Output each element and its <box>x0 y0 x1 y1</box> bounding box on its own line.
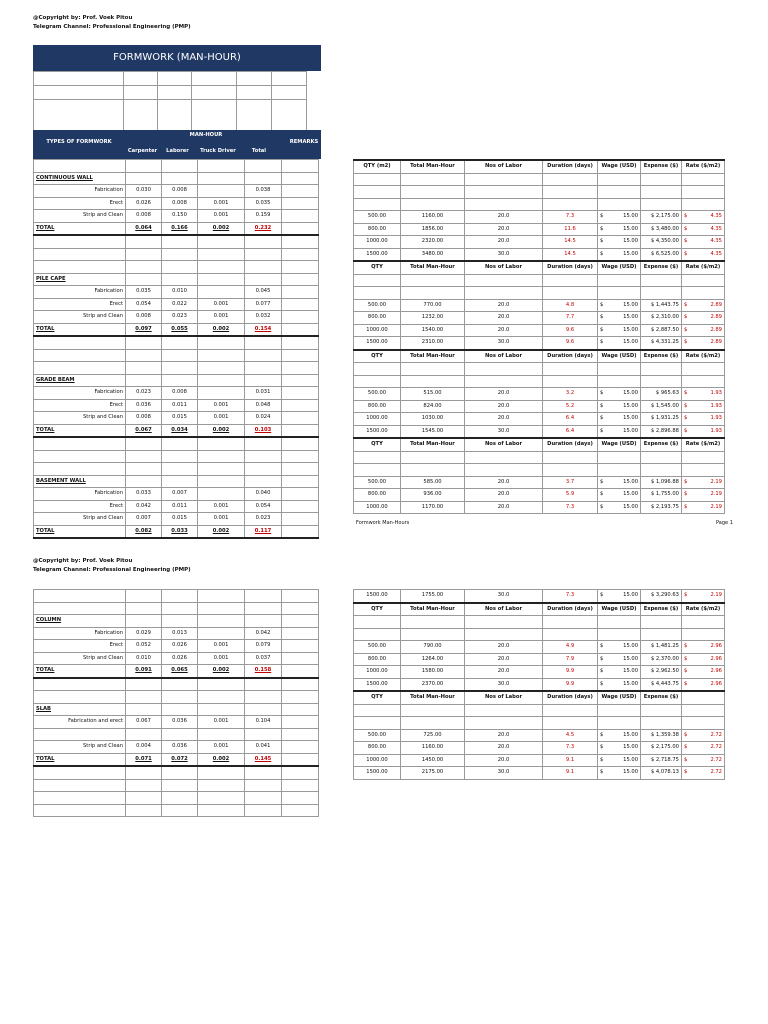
rate-currency: $ <box>684 225 688 232</box>
wage-value: 15.00 <box>623 680 638 687</box>
duration-value: 7.3 <box>565 213 575 220</box>
table-row: Strip and Clean 0.008 0.023 0.001 0.032 <box>34 311 319 324</box>
expense-value: $ 6,525.00 <box>650 250 679 257</box>
total-row: TOTAL 0.097 0.055 0.002 0.154 <box>34 323 319 336</box>
qty-value: 800.00 <box>367 744 387 751</box>
rate-currency: $ <box>684 643 688 650</box>
labor-value: 20.0 <box>497 731 510 738</box>
section-name: GRADE BEAM <box>34 374 126 387</box>
expense-value: $ 2,887.50 <box>650 326 679 333</box>
manhour-value: 1264.00 <box>421 655 444 662</box>
labor-value: 20.0 <box>497 491 510 498</box>
labor-value: 20.0 <box>497 238 510 245</box>
rate-currency: $ <box>684 326 688 333</box>
rate-currency: $ <box>684 503 688 510</box>
wage-value: 15.00 <box>623 478 638 485</box>
section-name: BASEMENT WALL <box>34 475 126 488</box>
rate-currency: $ <box>684 301 688 308</box>
qty-value: 500.00 <box>367 213 387 220</box>
rate-value: 2.19 <box>710 503 722 510</box>
section-name: PILE CAPE <box>34 273 126 286</box>
manhour-value: 1170.00 <box>421 503 444 510</box>
rate-currency: $ <box>684 731 688 738</box>
manhour-value: 585.00 <box>423 478 442 485</box>
table-row: Fabrication 0.033 0.007 0.040 <box>34 488 319 501</box>
table-row: Erect 0.036 0.011 0.001 0.048 <box>34 399 319 412</box>
manhour-value: 824.00 <box>423 402 442 409</box>
wage-value: 15.00 <box>623 427 638 434</box>
rate-currency: $ <box>684 314 688 321</box>
page-title: FORMWORK (MAN-HOUR) <box>33 45 321 71</box>
qty-value: 500.00 <box>367 731 387 738</box>
manhour-value: 1160.00 <box>421 213 444 220</box>
rate-value: 2.19 <box>710 478 722 485</box>
rate-value: 2.96 <box>710 643 722 650</box>
rate-value: 2.89 <box>710 326 722 333</box>
rate-value: 2.19 <box>710 592 722 599</box>
duration-value: 9.6 <box>565 339 575 346</box>
cost-row <box>354 729 725 742</box>
wage-value: 15.00 <box>623 655 638 662</box>
wage-currency: $ <box>600 326 604 333</box>
rate-value: 4.35 <box>710 225 722 232</box>
manhour-value: 2370.00 <box>421 680 444 687</box>
rate-currency: $ <box>684 427 688 434</box>
rate-value: 4.35 <box>710 213 722 220</box>
wage-value: 15.00 <box>623 339 638 346</box>
channel-text: Telegram Channel: Professional Engineering (PMP) <box>33 567 191 573</box>
duration-value: 7.3 <box>565 592 575 599</box>
labor-value: 20.0 <box>497 756 510 763</box>
wage-value: 15.00 <box>623 250 638 257</box>
rate-currency: $ <box>684 769 688 776</box>
wage-currency: $ <box>600 213 604 220</box>
wage-currency: $ <box>600 668 604 675</box>
rate-currency: $ <box>684 491 688 498</box>
rate-value: 2.96 <box>710 668 722 675</box>
cost-row <box>354 236 725 249</box>
labor-value: 20.0 <box>497 655 510 662</box>
manhour-value: 1545.00 <box>421 427 444 434</box>
cost-row <box>354 324 725 337</box>
labor-value: 30.0 <box>497 592 510 599</box>
cost-row <box>354 476 725 489</box>
expense-value: $ 1,755.00 <box>650 491 679 498</box>
wage-currency: $ <box>600 643 604 650</box>
wage-value: 15.00 <box>623 592 638 599</box>
qty-value: 1500.00 <box>366 592 388 599</box>
rate-currency: $ <box>684 668 688 675</box>
expense-value: $ 2,718.75 <box>650 756 679 763</box>
cost-row <box>354 413 725 426</box>
rate-value: 2.72 <box>710 731 722 738</box>
cost-row <box>354 248 725 261</box>
rate-currency: $ <box>684 680 688 687</box>
duration-value: 6.4 <box>565 427 575 434</box>
labor-value: 20.0 <box>497 402 510 409</box>
wage-value: 15.00 <box>623 402 638 409</box>
table-row: Erect 0.052 0.026 0.001 0.079 <box>34 640 319 653</box>
labor-value: 20.0 <box>497 478 510 485</box>
rate-value: 2.96 <box>710 655 722 662</box>
table-row: Strip and Clean 0.010 0.026 0.001 0.037 <box>34 652 319 665</box>
cost-row <box>354 666 725 679</box>
total-row: TOTAL 0.082 0.033 0.002 0.117 <box>34 525 319 538</box>
manhour-value: 936.00 <box>423 491 442 498</box>
wage-value: 15.00 <box>623 731 638 738</box>
rate-currency: $ <box>684 390 688 397</box>
wage-currency: $ <box>600 250 604 257</box>
expense-value: $ 2,962.50 <box>650 668 679 675</box>
labor-value: 30.0 <box>497 250 510 257</box>
labor-value: 20.0 <box>497 668 510 675</box>
rate-value: 2.89 <box>710 314 722 321</box>
qty-value: 800.00 <box>367 491 387 498</box>
expense-value: $ 2,175.00 <box>650 744 679 751</box>
cost-row <box>354 400 725 413</box>
qty-value: 500.00 <box>367 301 387 308</box>
table-row: Fabrication and erect 0.067 0.036 0.001 0.104 <box>34 716 319 729</box>
manhour-value: 3480.00 <box>421 250 444 257</box>
cost-row <box>354 641 725 654</box>
table-row: Strip and Clean 0.004 0.036 0.001 0.041 <box>34 741 319 754</box>
section-name: COLUMN <box>34 615 126 628</box>
rate-value: 1.93 <box>710 402 722 409</box>
wage-value: 15.00 <box>623 314 638 321</box>
wage-currency: $ <box>600 314 604 321</box>
qty-value: 800.00 <box>367 225 387 232</box>
duration-value: 3.2 <box>565 390 575 397</box>
wage-currency: $ <box>600 769 604 776</box>
carpenter-header: Carpenter <box>127 148 158 154</box>
copyright-text: @Copyright by: Prof. Voek Pitou <box>33 558 133 564</box>
manhour-value: 1580.00 <box>421 668 444 675</box>
expense-value: $ 2,370.00 <box>650 655 679 662</box>
table-row: Strip and Clean 0.008 0.015 0.001 0.024 <box>34 412 319 425</box>
manhour-value: 790.00 <box>423 643 442 650</box>
duration-value: 7.7 <box>565 314 575 321</box>
qty-value: 1000.00 <box>366 668 388 675</box>
table-row: Fabrication 0.030 0.008 0.038 <box>34 185 319 198</box>
table-row: Fabrication 0.023 0.008 0.031 <box>34 387 319 400</box>
labor-value: 20.0 <box>497 225 510 232</box>
rate-currency: $ <box>684 478 688 485</box>
labor-value: 20.0 <box>497 643 510 650</box>
qty-value: 1500.00 <box>366 427 388 434</box>
rate-currency: $ <box>684 238 688 245</box>
qty-value: 1500.00 <box>366 680 388 687</box>
wage-value: 15.00 <box>623 326 638 333</box>
manhour-value: 770.00 <box>423 301 442 308</box>
qty-value: 800.00 <box>367 314 387 321</box>
remarks-header: REMARKS <box>289 139 319 145</box>
manhour-header: MAN-HOUR <box>189 132 223 138</box>
expense-value: $ 4,078.13 <box>650 769 679 776</box>
wage-value: 15.00 <box>623 390 638 397</box>
wage-currency: $ <box>600 503 604 510</box>
cost-row <box>354 223 725 236</box>
cost-row <box>354 211 725 224</box>
wage-currency: $ <box>600 427 604 434</box>
table-row: Erect 0.054 0.022 0.001 0.077 <box>34 298 319 311</box>
rate-value: 2.72 <box>710 744 722 751</box>
rate-currency: $ <box>684 744 688 751</box>
table-row: Erect 0.026 0.008 0.001 0.035 <box>34 197 319 210</box>
duration-value: 4.8 <box>565 301 575 308</box>
rate-value: 2.89 <box>710 301 722 308</box>
labor-value: 20.0 <box>497 744 510 751</box>
labor-value: 20.0 <box>497 213 510 220</box>
qty-value: 500.00 <box>367 390 387 397</box>
wage-currency: $ <box>600 238 604 245</box>
copyright-text: @Copyright by: Prof. Voek Pitou <box>33 15 133 21</box>
cost-table-1: QTY (m2) Total Man-Hour Nos of Labor Duration (days) Wage (USD) Expense ($) Rate ($/m2) 500.00 1160.00 20.0 7.3 $ 15.00 $ 2,175.00 $ 4.35 800.00 1856.00 20.0 11.6 $ 15.00 $ 3,480.00 $ 4.35 1000.00 2320.00 20.0 14.5 $ 15.00 $ 4,350.00 $ 4.35 1500.00 3480.00 30.0 14.5 $ 15.00 $ 6,525.00 $ 4.35 QTY Total Man-Hour Nos of Labor Duration (days) Wage (USD) Expense ($) Rate ($/m2) 500.00 770.00 20.0 4.8 $ 15.00 $ 1,443.75 $ 2.89 800.00 1232.00 20.0 7.7 $ 15.00 $ 2,310.00 $ 2.89 1000.00 1540.00 20.0 9.6 $ 15.00 $ 2,887.50 $ 2.89 1500.00 2310.00 30.0 9.6 $ 15.00 $ 4,331.25 $ 2.89 QTY Total Man-Hour Nos of Labor Duration (days) Wage (USD) Expense ($) Rate ($/m2) 500.00 515.00 20.0 3.2 $ 15.00 $ 965.63 $ 1.93 800.00 824.00 20.0 5.2 $ 15.00 $ 1,545.00 $ 1.93 1000.00 1030.00 20.0 6.4 $ 15.00 $ 1,931.25 $ 1.93 1500.00 1545.00 30.0 6.4 $ 15.00 $ 2,896.88 $ 1.93 QTY Total Man-Hour Nos of Labor Duration (days) Wage (USD) Expense ($) Rate ($/m2) 500.00 585.00 20.0 3.7 $ 15.00 $ 1,096.88 $ 2.19 800.00 936.00 20.0 5.9 $ 15.00 $ 1,755.00 $ 2.19 1000.00 1170.00 20.0 7.3 $ 15.00 $ 2,193.75 $ 2.19 <box>353 159 725 514</box>
manhour-value: 1755.00 <box>421 592 444 599</box>
table-row: Fabrication 0.029 0.013 0.042 <box>34 627 319 640</box>
duration-value: 7.3 <box>565 744 575 751</box>
wage-currency: $ <box>600 225 604 232</box>
manhour-value: 1030.00 <box>421 415 444 422</box>
manhour-value: 1232.00 <box>421 314 444 321</box>
laborer-header: Laborer <box>166 148 189 154</box>
section-name: CONTINUOUS WALL <box>34 172 126 185</box>
duration-value: 5.9 <box>565 491 575 498</box>
duration-value: 7.9 <box>565 655 575 662</box>
rate-value: 2.19 <box>710 491 722 498</box>
wage-currency: $ <box>600 655 604 662</box>
expense-value: $ 4,443.75 <box>650 680 679 687</box>
qty-value: 500.00 <box>367 478 387 485</box>
expense-value: $ 3,290.63 <box>650 592 679 599</box>
expense-value: $ 3,480.00 <box>650 225 679 232</box>
total-row: TOTAL 0.064 0.166 0.002 0.232 <box>34 222 319 235</box>
duration-value: 7.3 <box>565 503 575 510</box>
wage-value: 15.00 <box>623 643 638 650</box>
duration-value: 9.6 <box>565 326 575 333</box>
expense-value: $ 2,896.88 <box>650 427 679 434</box>
manhour-value: 1160.00 <box>421 744 444 751</box>
wage-value: 15.00 <box>623 415 638 422</box>
expense-value: $ 2,175.00 <box>650 213 679 220</box>
expense-value: $ 1,481.25 <box>650 643 679 650</box>
cost-row <box>354 678 725 691</box>
total-header: Total <box>251 148 267 154</box>
wage-currency: $ <box>600 592 604 599</box>
rate-currency: $ <box>684 415 688 422</box>
wage-value: 15.00 <box>623 756 638 763</box>
duration-value: 9.1 <box>565 756 575 763</box>
table-row: Strip and Clean 0.007 0.015 0.001 0.023 <box>34 513 319 526</box>
expense-value: $ 2,310.00 <box>650 314 679 321</box>
labor-value: 20.0 <box>497 390 510 397</box>
qty-value: 1000.00 <box>366 326 388 333</box>
wage-currency: $ <box>600 491 604 498</box>
rate-currency: $ <box>684 339 688 346</box>
labor-value: 20.0 <box>497 314 510 321</box>
manhour-value: 725.00 <box>423 731 442 738</box>
rate-value: 2.96 <box>710 680 722 687</box>
manhour-value: 515.00 <box>423 390 442 397</box>
truck-header: Truck Driver <box>200 148 236 154</box>
wage-currency: $ <box>600 756 604 763</box>
types-header: TYPES OF FORMWORK <box>46 139 112 145</box>
duration-value: 14.5 <box>564 238 576 245</box>
cost-row <box>354 388 725 401</box>
qty-value: 1000.00 <box>366 503 388 510</box>
blank-grid <box>33 71 307 137</box>
expense-value: $ 1,096.88 <box>650 478 679 485</box>
expense-value: $ 1,545.00 <box>650 402 679 409</box>
qty-value: 800.00 <box>367 655 387 662</box>
wage-currency: $ <box>600 680 604 687</box>
qty-value: 1500.00 <box>366 250 388 257</box>
cost-row <box>354 653 725 666</box>
duration-value: 14.5 <box>564 250 576 257</box>
cost-row <box>354 742 725 755</box>
duration-value: 4.9 <box>565 643 575 650</box>
duration-value: 11.6 <box>564 225 576 232</box>
cost-row <box>354 489 725 502</box>
wage-currency: $ <box>600 415 604 422</box>
wage-value: 15.00 <box>623 503 638 510</box>
cost-row <box>354 754 725 767</box>
labor-value: 20.0 <box>497 415 510 422</box>
manhour-value: 1540.00 <box>421 326 444 333</box>
total-row: TOTAL 0.071 0.072 0.002 0.145 <box>34 753 319 766</box>
wage-currency: $ <box>600 339 604 346</box>
rate-currency: $ <box>684 213 688 220</box>
rate-value: 1.93 <box>710 427 722 434</box>
expense-value: $ 965.63 <box>655 390 679 397</box>
wage-value: 15.00 <box>623 225 638 232</box>
wage-value: 15.00 <box>623 668 638 675</box>
formwork-table-1 <box>33 159 319 539</box>
wage-value: 15.00 <box>623 238 638 245</box>
wage-value: 15.00 <box>623 213 638 220</box>
formwork-table-2 <box>33 589 319 817</box>
table-row: Strip and Clean 0.008 0.150 0.001 0.159 <box>34 210 319 223</box>
manhour-value: 2320.00 <box>421 238 444 245</box>
labor-value: 20.0 <box>497 301 510 308</box>
rate-currency: $ <box>684 250 688 257</box>
expense-value: $ 4,350.00 <box>650 238 679 245</box>
rate-currency: $ <box>684 756 688 763</box>
wage-value: 15.00 <box>623 301 638 308</box>
manhour-value: 2175.00 <box>421 769 444 776</box>
manhour-value: 1450.00 <box>421 756 444 763</box>
duration-value: 4.5 <box>565 731 575 738</box>
expense-value: $ 2,193.75 <box>650 503 679 510</box>
cost-row <box>354 299 725 312</box>
total-row: TOTAL 0.091 0.065 0.002 0.158 <box>34 665 319 678</box>
wage-currency: $ <box>600 478 604 485</box>
labor-value: 30.0 <box>497 427 510 434</box>
cost-row <box>354 767 725 780</box>
table-row: Fabrication 0.035 0.010 0.045 <box>34 286 319 299</box>
cost-row <box>354 337 725 350</box>
rate-value: 4.35 <box>710 238 722 245</box>
wage-currency: $ <box>600 402 604 409</box>
cost-row <box>354 590 725 603</box>
expense-value: $ 4,331.25 <box>650 339 679 346</box>
manhour-value: 2310.00 <box>421 339 444 346</box>
rate-value: 4.35 <box>710 250 722 257</box>
wage-currency: $ <box>600 301 604 308</box>
qty-value: 1500.00 <box>366 769 388 776</box>
rate-currency: $ <box>684 592 688 599</box>
rate-value: 1.93 <box>710 415 722 422</box>
duration-value: 9.9 <box>565 668 575 675</box>
labor-value: 30.0 <box>497 339 510 346</box>
cost-table-2: 1500.00 1755.00 30.0 7.3 $ 15.00 $ 3,290.63 $ 2.19 QTY Total Man-Hour Nos of Labor Duration (days) Wage (USD) Expense ($) Rate ($/m2) 500.00 790.00 20.0 4.9 $ 15.00 $ 1,481.25 $ 2.96 800.00 1264.00 20.0 7.9 $ 15.00 $ 2,370.00 $ 2.96 1000.00 1580.00 20.0 9.9 $ 15.00 $ 2,962.50 $ 2.96 1500.00 2370.00 30.0 9.9 $ 15.00 $ 4,443.75 $ 2.96 QTY Total Man-Hour Nos of Labor Duration (days) Wage (USD) Expense ($) 500.00 725.00 20.0 4.5 $ 15.00 $ 1,359.38 $ 2.72 800.00 1160.00 20.0 7.3 $ 15.00 $ 2,175.00 $ 2.72 1000.00 1450.00 20.0 9.1 $ 15.00 $ 2,718.75 $ 2.72 1500.00 2175.00 30.0 9.1 $ 15.00 $ 4,078.13 $ 2.72 <box>353 589 725 780</box>
labor-value: 30.0 <box>497 680 510 687</box>
table-row: Erect 0.042 0.011 0.001 0.054 <box>34 500 319 513</box>
wage-value: 15.00 <box>623 769 638 776</box>
cost-row <box>354 501 725 514</box>
header-row: QTY (m2) Total Man-Hour Nos of Labor Duration (days) Wage (USD) Expense ($) Rate ($/m2) <box>354 160 725 173</box>
page-number: Page 1 <box>716 520 733 526</box>
wage-currency: $ <box>600 744 604 751</box>
labor-value: 20.0 <box>497 326 510 333</box>
duration-value: 6.4 <box>565 415 575 422</box>
rate-value: 2.89 <box>710 339 722 346</box>
expense-value: $ 1,443.75 <box>650 301 679 308</box>
qty-value: 800.00 <box>367 402 387 409</box>
labor-value: 20.0 <box>497 503 510 510</box>
qty-value: 500.00 <box>367 643 387 650</box>
wage-value: 15.00 <box>623 491 638 498</box>
qty-value: 1000.00 <box>366 756 388 763</box>
cost-row <box>354 425 725 438</box>
rate-currency: $ <box>684 402 688 409</box>
qty-value: 1500.00 <box>366 339 388 346</box>
duration-value: 9.1 <box>565 769 575 776</box>
rate-currency: $ <box>684 655 688 662</box>
rate-value: 2.72 <box>710 769 722 776</box>
expense-value: $ 1,931.25 <box>650 415 679 422</box>
expense-value: $ 1,359.38 <box>650 731 679 738</box>
wage-value: 15.00 <box>623 744 638 751</box>
wage-currency: $ <box>600 390 604 397</box>
total-row: TOTAL 0.067 0.034 0.002 0.103 <box>34 424 319 437</box>
wage-currency: $ <box>600 731 604 738</box>
duration-value: 5.2 <box>565 402 575 409</box>
channel-text: Telegram Channel: Professional Engineering (PMP) <box>33 24 191 30</box>
qty-value: 1000.00 <box>366 238 388 245</box>
table-header <box>33 130 321 159</box>
cost-row <box>354 312 725 325</box>
duration-value: 9.9 <box>565 680 575 687</box>
footer-title: Formwork Man-Hours <box>356 520 410 526</box>
labor-value: 30.0 <box>497 769 510 776</box>
duration-value: 3.7 <box>565 478 575 485</box>
rate-value: 1.93 <box>710 390 722 397</box>
section-name: SLAB <box>34 703 126 716</box>
manhour-value: 1856.00 <box>421 225 444 232</box>
rate-value: 2.72 <box>710 756 722 763</box>
qty-value: 1000.00 <box>366 415 388 422</box>
